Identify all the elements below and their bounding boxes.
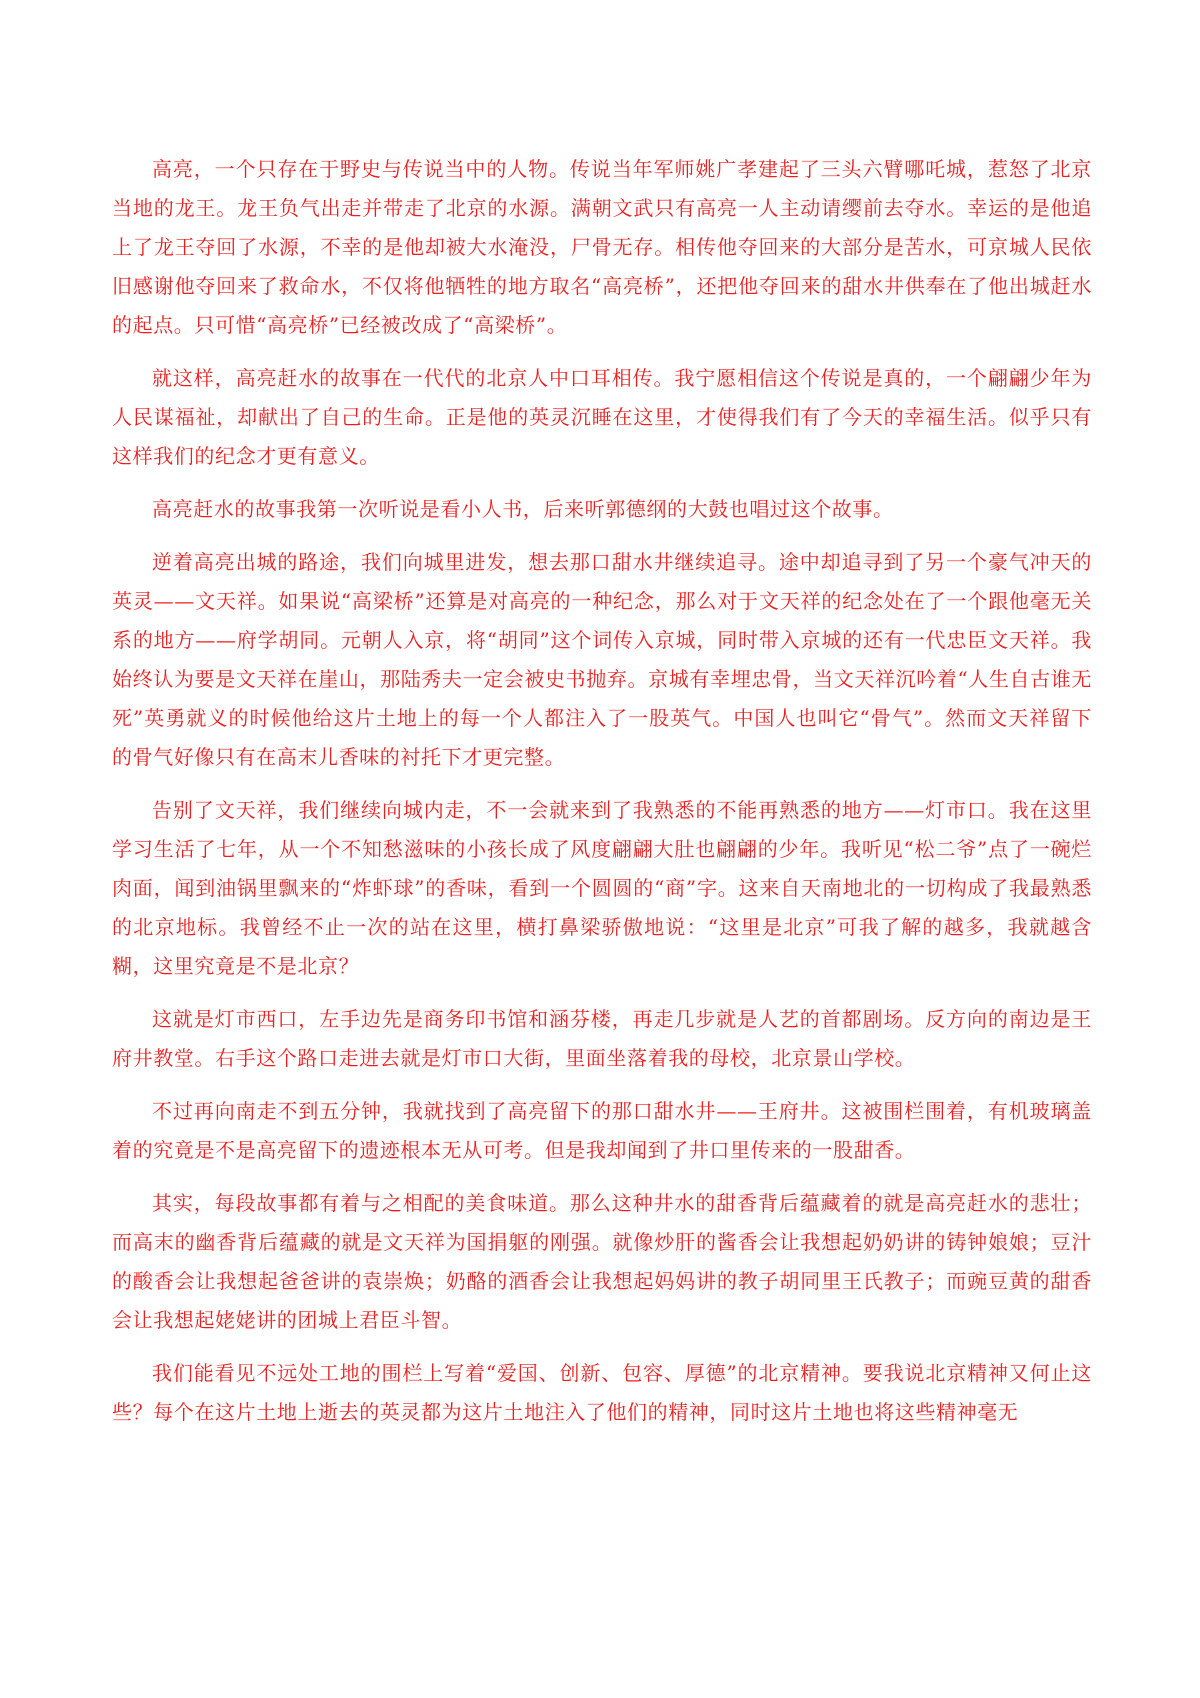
paragraph-dengshikou: 告别了文天祥，我们继续向城内走，不一会就来到了我熟悉的不能再熟悉的地方——灯市口。我在这里学习生活了七年，从一个不知愁滋味的小孩长成了风度翩翩大肚也翩翩的少年。我听见“松二爷”点了一碗烂肉面，闻到油锅里飘来的“炸虾球”的香味，看到一个圆圆的“商”字。这来自天南地北的一切构成了我最熟悉的北京地标。我曾经不止一次的站在这里，横打鼻梁骄傲地说：“这里是北京”可我了解的越多，我就越含糊，这里究竟是不是北京？: [112, 798, 1092, 978]
paragraph-wangfujing-well: 不过再向南走不到五分钟，我就找到了高亮留下的那口甜水井——王府井。这被围栏围着，有机玻璃盖着的究竟是不是高亮留下的遗迹根本无从可考。但是我却闻到了井口里传来的一股甜香。: [112, 1099, 1092, 1162]
paragraph-first-heard: 高亮赶水的故事我第一次听说是看小人书，后来听郭德纲的大鼓也唱过这个故事。: [152, 497, 894, 521]
paragraph-food-flavors: 其实，每段故事都有着与之相配的美食味道。那么这种井水的甜香背后蕴藏着的就是高亮赶水的悲壮；而高末的幽香背后蕴藏的就是文天祥为国捐躯的刚强。就像炒肝的酱香会让我想起奶奶讲的铸钟娘娘；豆汁的酸香会让我想起爸爸讲的袁崇焕；奶酪的酒香会让我想起妈妈讲的教子胡同里王氏教子；而豌豆黄的甜香会让我想起姥姥讲的团城上君臣斗智。: [112, 1191, 1092, 1332]
paragraph-dengshi-west: 这就是灯市西口，左手边先是商务印书馆和涵芬楼，再走几步就是人艺的首都剧场。反方向的南边是王府井教堂。右手这个路口走进去就是灯市口大街，里面坐落着我的母校，北京景山学校。: [112, 1007, 1092, 1070]
paragraph-beijing-spirit: 我们能看见不远处工地的围栏上写着“爱国、创新、包容、厚德”的北京精神。要我说北京精神又何止这些？每个在这片土地上逝去的英灵都为这片土地注入了他们的精神，同时这片土地也将这些精神毫无: [112, 1361, 1092, 1424]
paragraph-wen-tianxiang: 逆着高亮出城的路途，我们向城里进发，想去那口甜水井继续追寻。途中却追寻到了另一个豪气冲天的英灵——文天祥。如果说“高梁桥”还算是对高亮的一种纪念，那么对于文天祥的纪念处在了一个跟他毫无关系的地方——府学胡同。元朝人入京，将“胡同”这个词传入京城，同时带入京城的还有一代忠臣文天祥。我始终认为要是文天祥在崖山，那陆秀夫一定会被史书抛弃。京城有幸埋忠骨，当文天祥沉吟着“人生自古谁无死”英勇就义的时候他给这片土地上的每一个人都注入了一股英气。中国人也叫它“骨气”。然而文天祥留下的骨气好像只有在高末儿香味的衬托下才更完整。: [112, 550, 1092, 769]
paragraph-passed-down: 就这样，高亮赶水的故事在一代代的北京人中口耳相传。我宁愿相信这个传说是真的，一个翩翩少年为人民谋福祉，却献出了自己的生命。正是他的英灵沉睡在这里，才使得我们有了今天的幸福生活。似乎只有这样我们的纪念才更有意义。: [112, 366, 1092, 468]
paragraph-gaoliang-legend: 高亮，一个只存在于野史与传说当中的人物。传说当年军师姚广孝建起了三头六臂哪吒城，惹怒了北京当地的龙王。龙王负气出走并带走了北京的水源。满朝文武只有高亮一人主动请缨前去夺水。幸运的是他追上了龙王夺回了水源，不幸的是他却被大水淹没，尸骨无存。相传他夺回来的大部分是苦水，可京城人民依旧感谢他夺回来了救命水，不仅将他牺牲的地方取名“高亮桥”，还把他夺回来的甜水井供奉在了他出城赶水的起点。只可惜“高亮桥”已经被改成了“高梁桥”。: [112, 157, 1092, 337]
document-page: [112, 150, 1092, 1446]
